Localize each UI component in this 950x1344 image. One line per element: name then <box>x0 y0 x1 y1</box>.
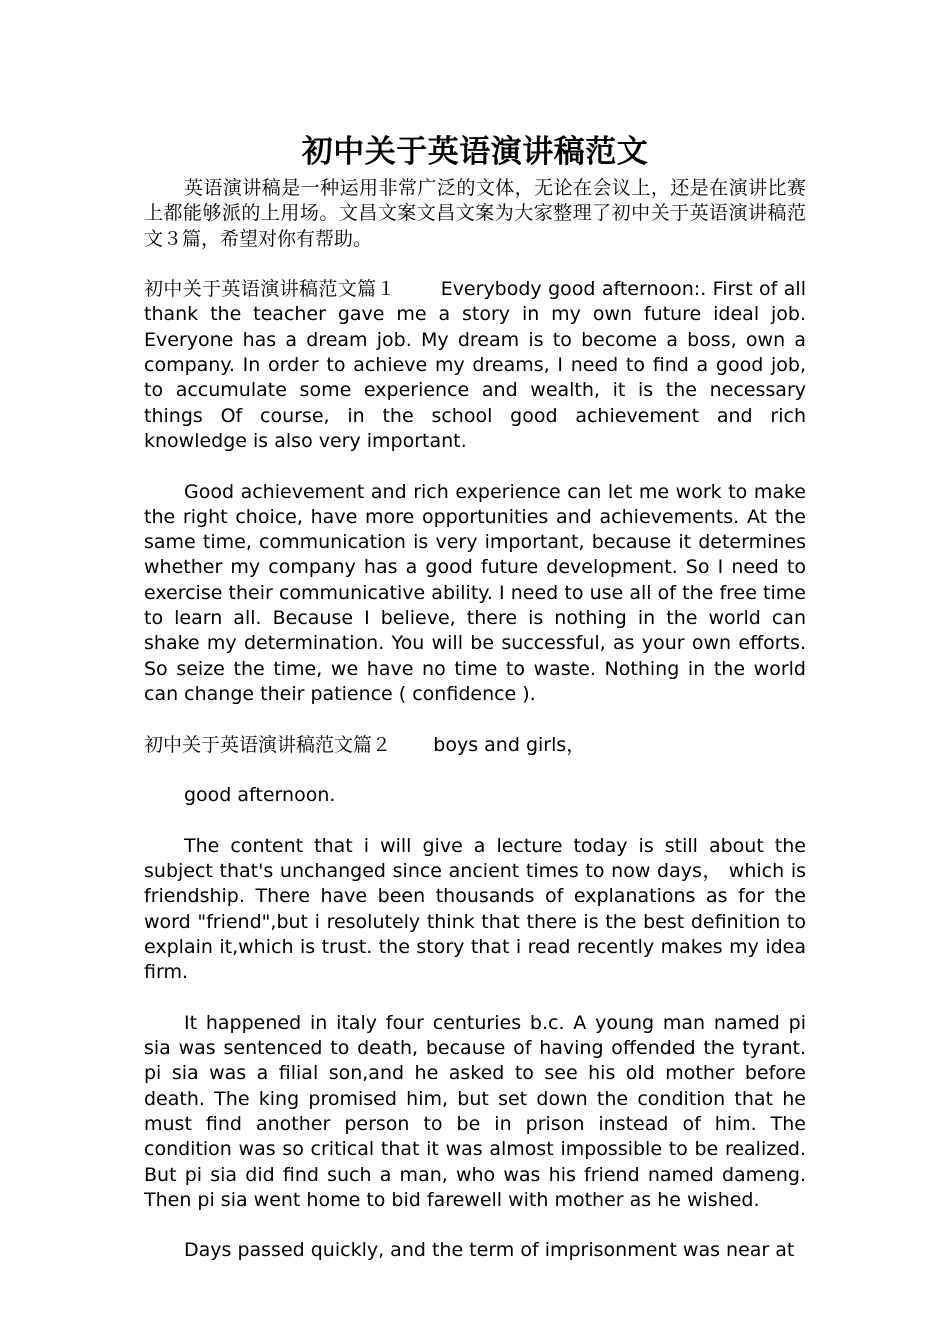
section-2-paragraph-2: It happened in italy four centuries b.c. A young man named pi sia was sentenced to death, because of having offended the tyrant. pi sia was a filial son,and he asked to see his old mother before death. The king promised him, but set down the condition that he must find another person to be in prison instead of him. The condition was so critical that it was almost impossible to be realized. But pi sia did find such a man, who was his friend named dameng. Then pi sia went home to bid farewell with mother as he wished. <box>144 1011 806 1211</box>
section-1-paragraph-2: Good achievement and rich experience can let me work to make the right choice, have more opportunities and achievements. At the same time, communication is very important, because it determines whether my company has a good future development. So I need to exercise their communicative ability. I need to use all of the free time to learn all. Because I believe, there is nothing in the world can shake my determination. You will be successful, as your own efforts. So seize the time, we have no time to waste. Nothing in the world can change their patience ( confidence ). <box>144 480 806 705</box>
spacer <box>144 758 806 783</box>
spacer-inline <box>396 278 441 300</box>
spacer <box>144 808 806 833</box>
section-1-opening-text: Everybody good afternoon:. First of all thank the teacher gave me a story in my own future ideal job. Everyone has a dream job. My dream is to become a boss, own a company. In order to achieve my dreams, I need to find a good job, to accumulate some experience and wealth, it is the necessary things Of course, in the school good achievement and rich knowledge is also very important. <box>144 278 806 452</box>
document-title: 初中关于英语演讲稿范文 <box>301 134 649 170</box>
section-2-greeting: good afternoon. <box>184 784 336 807</box>
section-1-heading: 初中关于英语演讲稿范文篇１ <box>144 278 396 301</box>
section-1-first-paragraph <box>144 277 806 454</box>
spacer-inline <box>391 734 433 756</box>
spacer <box>144 1213 806 1238</box>
section-2-opening-text: boys and girls， <box>433 733 586 756</box>
section-2-paragraph-1: The content that i will give a lecture today is still about the subject that's unchanged since ancient times to now days， which is friendship. There have been thousands of explanations as for the word "friend",but i resolutely think that there is the best definition to explain it,which is trust. the story that i read recently makes my idea firm. <box>144 834 806 984</box>
document-page <box>144 128 806 1264</box>
spacer <box>144 986 806 1011</box>
spacer <box>144 252 806 277</box>
section-2-paragraph-3: Days passed quickly, and the term of imprisonment was near at <box>184 1239 795 1262</box>
section-2-heading: 初中关于英语演讲稿范文篇２ <box>144 733 392 756</box>
spacer <box>144 454 806 479</box>
intro-paragraph: 英语演讲稿是一种运用非常广泛的文体，无论在会议上，还是在演讲比赛上都能够派的上用场。文昌文案文昌文案为大家整理了初中关于英语演讲稿范文３篇，希望对你有帮助。 <box>144 177 806 250</box>
section-2-first-paragraph <box>144 733 806 758</box>
spacer <box>144 707 806 732</box>
